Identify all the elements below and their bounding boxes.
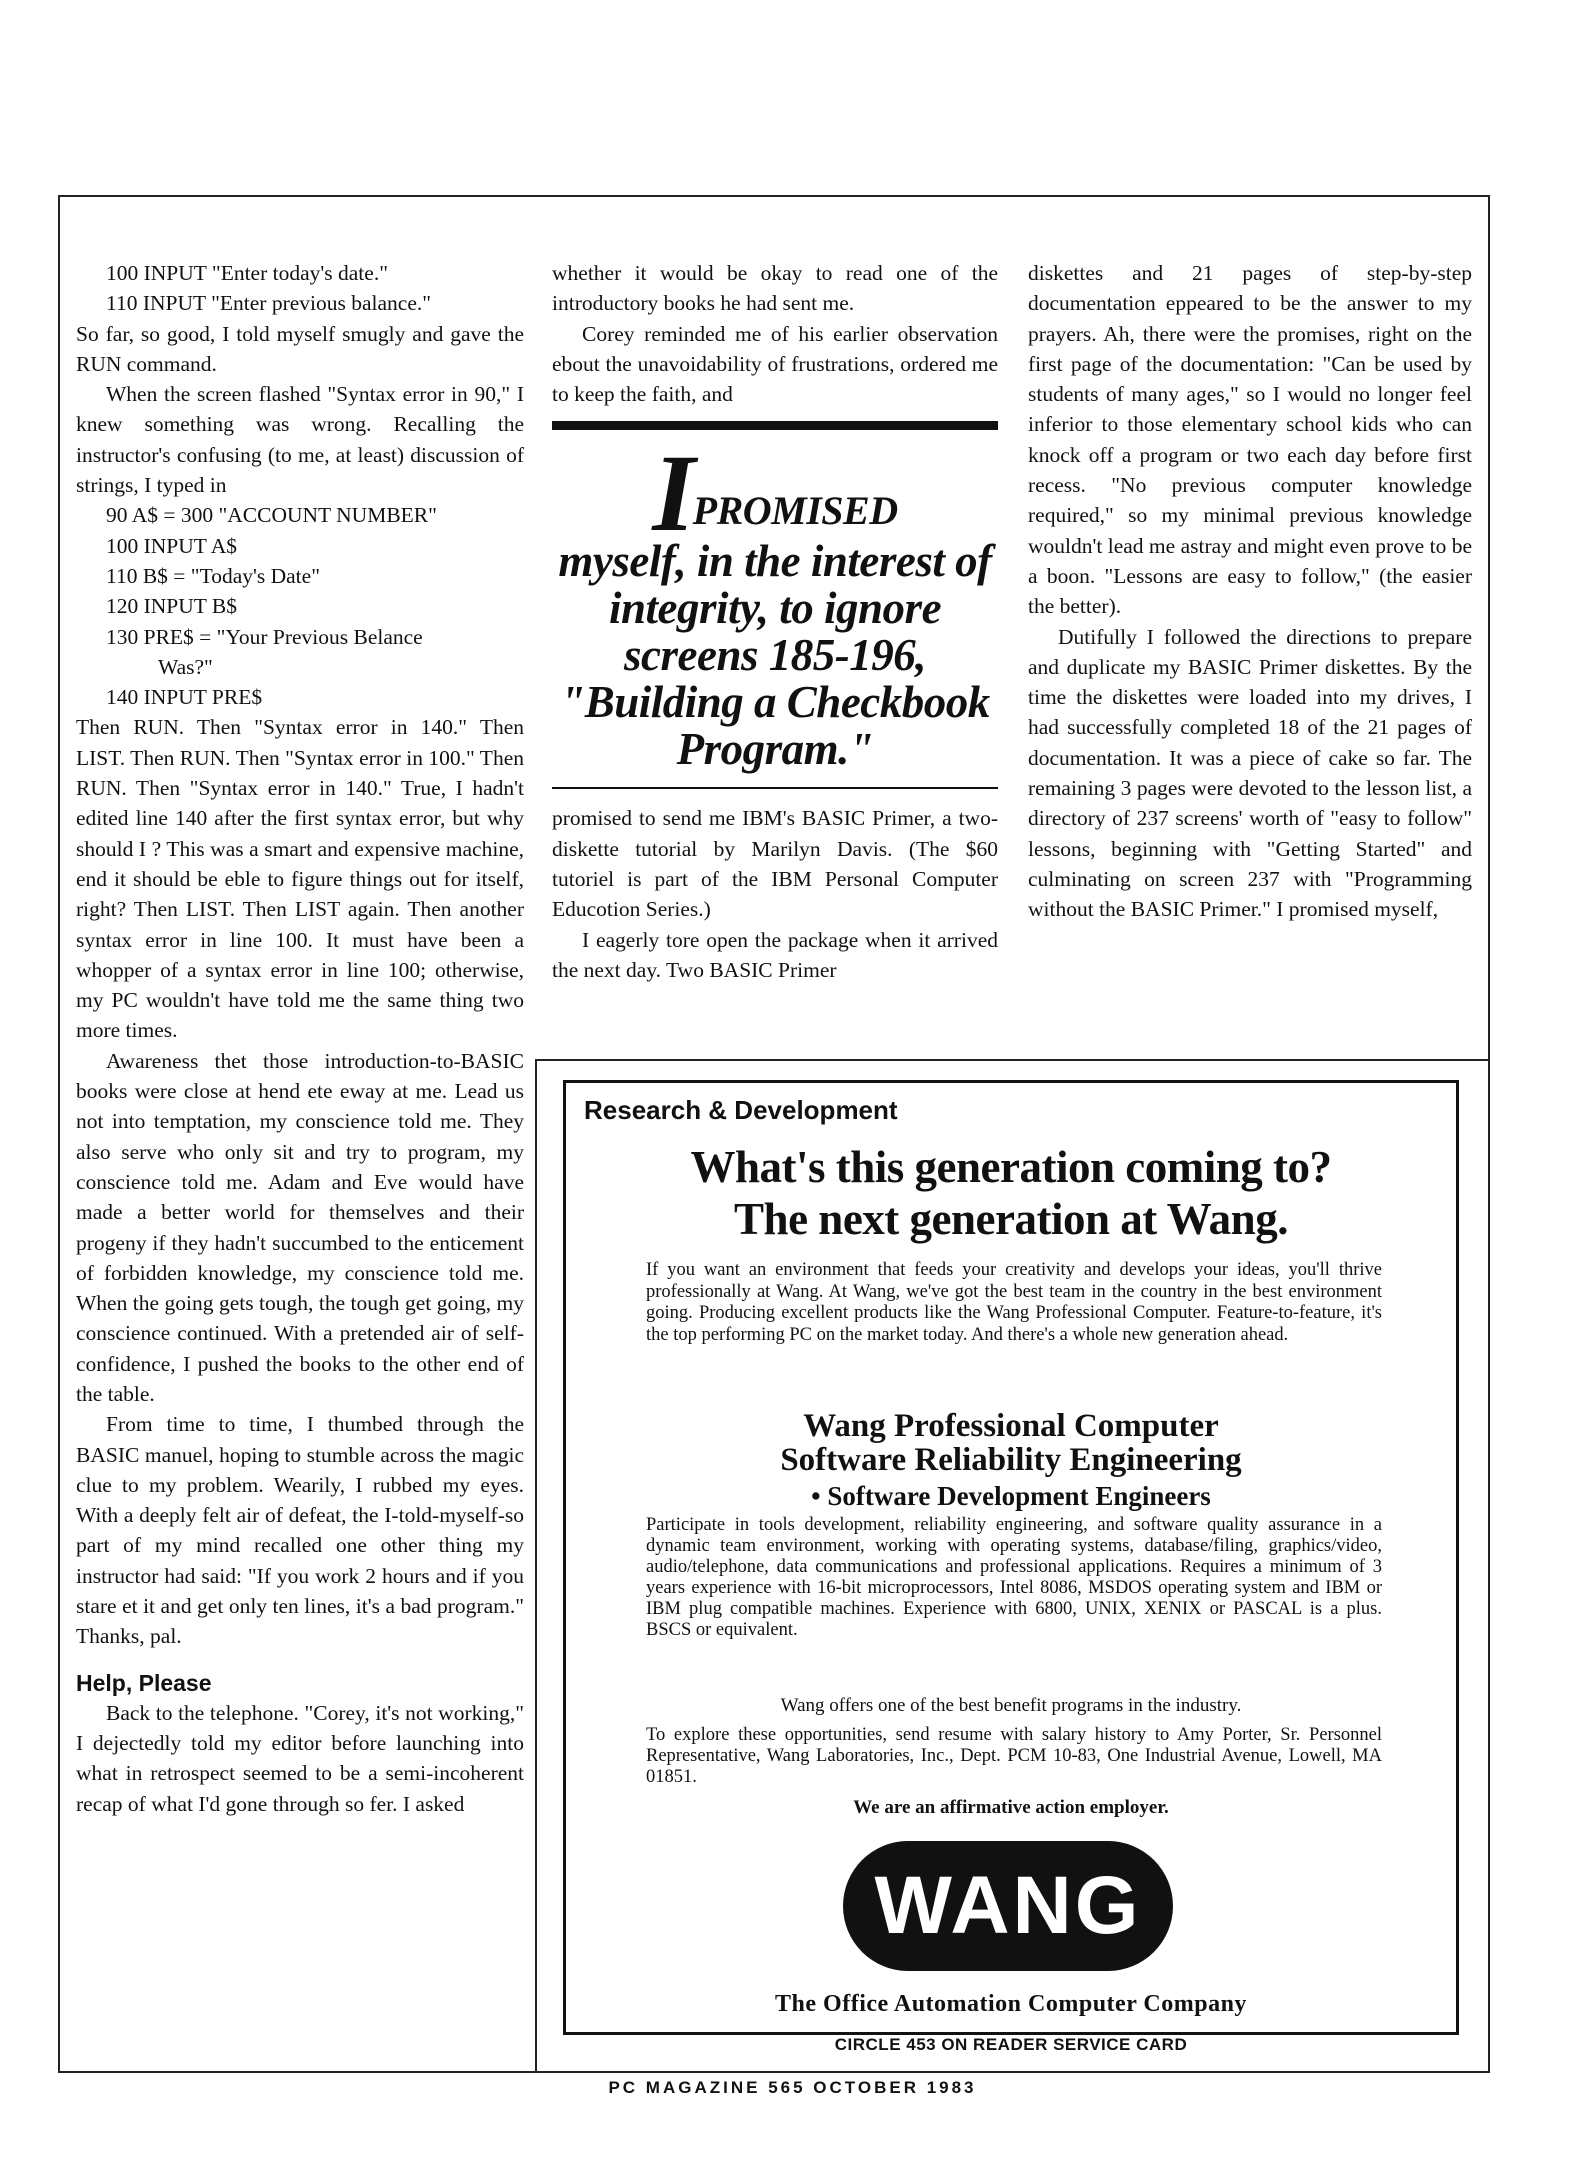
- code-line: 130 PRE$ = "Your Previous Belance: [106, 624, 423, 649]
- ad-job-title: Wang Professional Computer: [803, 1408, 1219, 1444]
- wang-logo: WANG: [843, 1841, 1173, 1971]
- paragraph: Corey reminded me of his earlier observation ebout the unavoidability of frustrations, ordered me to keep the faith, and: [552, 321, 998, 407]
- ad-job-description: Participate in tools development, reliability engineering, and software quality assurance in a dynamic team environment, working with operating systems, database/filing, graphics/video, audio/telephone, data communications and professional applications. Requires a minimum of 3 years experience with 16-bit microprocessors, Intel 8086, MSDOS operating system and IBM or IBM plug compatible machines. Experience with 6800, UNIX, XENIX or PASCAL is a plus. BSCS or equivalent.: [646, 1515, 1382, 1640]
- code-line: Was?": [158, 654, 213, 679]
- paragraph: diskettes and 21 pages of step-by-step documentation eppeared to be the answer to my prayers. Ah, there were the promises, right on the first page of the documentation: "Can be used by students of many ages," so I would no longer feel inferior to those elementary school kids who can knock off a program or two each day before first recess. "No previous computer knowledge required," so my minimal previous knowledge wouldn't lead me astray and might even prove to be a boon. "Lessons are easy to follow," (the easier the better).: [1028, 261, 1472, 619]
- paragraph: I eagerly tore open the package when it arrived the next day. Two BASIC Primer: [552, 927, 998, 982]
- code-line: 110 INPUT "Enter previous balance.": [106, 291, 432, 316]
- code-line: 100 INPUT "Enter today's date.": [106, 261, 388, 285]
- ad-contact: To explore these opportunities, send resume with salary history to Amy Porter, Sr. Personnel Representative, Wang Laboratories, Inc., Dept. PCM 10-83, One Industrial Avenue, Lowell, MA 01851.: [646, 1725, 1382, 1787]
- code-line: 90 A$ = 300 "ACCOUNT NUMBER": [106, 503, 437, 528]
- section-heading: Help, Please: [76, 1669, 212, 1696]
- code-line: 120 INPUT B$: [106, 594, 238, 619]
- paragraph: From time to time, I thumbed through the BASIC manuel, hoping to stumble across the magic clue to my problem. Wearily, I rubbed my eyes. With a deeply felt air of defeat, the I-told-myself-so part of my mind recalled one other thing my instructor had said: "If you work 2 hours and if you stare et it and get only ten lines, it's a bad program." Thanks, pal.: [76, 1412, 524, 1649]
- pull-quote-text: myself, in the interest of integrity, to ignore screens 185-196, "Building a Checkbook Program.": [558, 536, 992, 775]
- paragraph: Back to the telephone. "Corey, it's not working," I dejectedly told my editor before launching into what in retrospect seemed to be a semi-incoherent recap of what I'd gone through so fer. I asked: [76, 1700, 524, 1816]
- reader-service-note: CIRCLE 453 ON READER SERVICE CARD: [834, 2035, 1188, 2054]
- ad-intro: If you want an environment that feeds your creativity and develops your ideas, you'll thrive professionally at Wang. At Wang, we've got the best team in the country in the best environment going. Producing excellent products like the Wang Professional Computer. Feature-to-feature, it's the top performing PC on the market today. And there's a whole new generation ahead.: [646, 1260, 1382, 1345]
- paragraph: When the screen flashed "Syntax error in 90," I knew something was wrong. Recalling the instructor's confusing (to me, at least) discussion of strings, I typed in: [76, 382, 524, 498]
- code-line: 100 INPUT A$: [106, 533, 238, 558]
- paragraph: whether it would be okay to read one of the introductory books he had sent me.: [552, 261, 998, 316]
- code-line: 140 INPUT PRE$: [106, 685, 263, 710]
- ad-headline: What's this generation coming to?: [690, 1142, 1332, 1192]
- wang-advertisement: [563, 1080, 1459, 2035]
- ad-section-label: Research & Development: [584, 1095, 898, 1125]
- pull-quote-rule: [552, 787, 998, 789]
- ad-divider-vertical: [535, 1059, 537, 2073]
- ad-tagline: The Office Automation Computer Company: [775, 1991, 1247, 2017]
- article-column-1: [76, 258, 524, 1819]
- paragraph: So far, so good, I told myself smugly and gave the RUN command.: [76, 321, 524, 376]
- ad-benefits: Wang offers one of the best benefit programs in the industry.: [780, 1695, 1242, 1716]
- article-column-2: [552, 258, 998, 985]
- paragraph: Then RUN. Then "Syntax error in 140." Then LIST. Then RUN. Then "Syntax error in 100." Then RUN. Then "Syntax error in 140." True, I hadn't edited line 140 after the first syntax error, but why should I ? This was a smart and expensive machine, end it should be eble to figure things out for itself, right? Then LIST. Then LIST again. Then another syntax error in line 100. It must have been a whopper of a syntax error in line 100; otherwise, my PC wouldn't have told me the same thing two more times.: [76, 715, 524, 1043]
- article-column-3: [1028, 258, 1472, 925]
- ad-job-title: Software Reliability Engineering: [780, 1442, 1242, 1478]
- pull-quote: [552, 432, 998, 775]
- ad-position: • Software Development Engineers: [811, 1481, 1211, 1511]
- ad-divider-horizontal: [535, 1059, 1490, 1061]
- code-line: 110 B$ = "Today's Date": [106, 563, 320, 588]
- ad-eeo: We are an affirmative action employer.: [853, 1797, 1169, 1818]
- pull-quote-rule: [552, 421, 998, 430]
- pull-quote-first-word: PROMISED: [692, 488, 898, 534]
- paragraph: Awareness thet those introduction-to-BASIC books were close at hend ete eway at me. Lead us not into temptation, my conscience told me. They also serve who only sit and try to program, my conscience told me. Adam and Eve would have made a better world for themselves and their progeny if they hadn't succumbed to the enticement of forbidden knowledge, my conscience told me. When the going gets tough, the tough get going, my conscience continued. With a pretended air of self-confidence, I pushed the books to the other end of the table.: [76, 1048, 524, 1406]
- page-footer: PC MAGAZINE 565 OCTOBER 1983: [608, 2078, 977, 2097]
- paragraph: promised to send me IBM's BASIC Primer, a two-diskette tutorial by Marilyn Davis. (The $60 tutoriel is part of the IBM Personal Computer Educotion Series.): [552, 806, 998, 922]
- ad-headline: The next generation at Wang.: [734, 1194, 1288, 1244]
- pull-quote-dropcap: I: [652, 432, 695, 555]
- paragraph: Dutifully I followed the directions to prepare and duplicate my BASIC Primer diskettes. By the time the diskettes were loaded into my drives, I had successfully completed 18 of the 21 pages of documentation. It was a piece of cake so far. The remaining 3 pages were devoted to the lesson list, a directory of 237 screens' worth of "easy to follow" lessons, beginning with "Getting Started" and culminating on screen 237 with "Programming without the BASIC Primer." I promised myself,: [1028, 624, 1472, 922]
